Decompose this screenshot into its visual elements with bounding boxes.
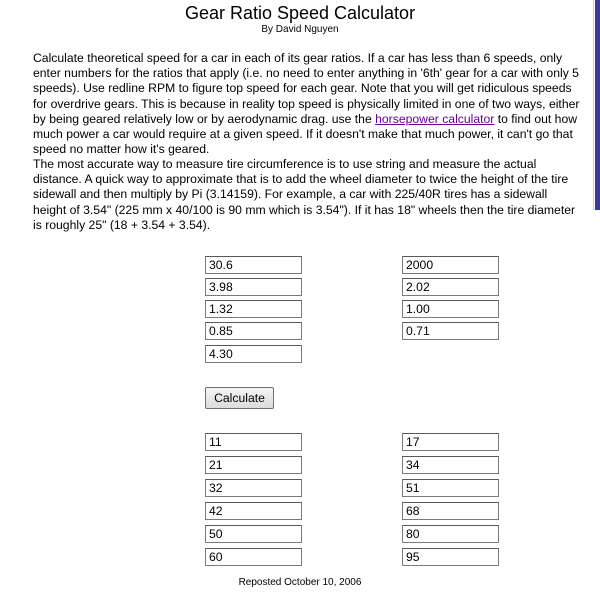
- rpm-input[interactable]: [402, 256, 499, 274]
- page-title: Gear Ratio Speed Calculator: [184, 3, 416, 23]
- intro-paragraph: [33, 51, 581, 157]
- tire-diameter-input[interactable]: [205, 256, 302, 274]
- gear5-kmh-output[interactable]: [402, 525, 499, 543]
- gear6-kmh-output[interactable]: [402, 548, 499, 566]
- gear4-ratio-input[interactable]: [402, 300, 499, 318]
- intro-text: Calculate theoretical speed for a car in each of its gear ratios. If a car has less than 6 speeds, only enter numbers for the ratios that apply (i.e. no need to enter anything in '6th' gear for a car with only 5 speeds). Use redline RPM to figure top speed for each gear. Note that you will get ridiculous speeds for overdrive gears. This is because in reality top speed is physically limited in one of two ways, either by being geared relatively low or by aerodynamic drag. use the: [33, 51, 580, 126]
- gear4-kmh-output[interactable]: [402, 502, 499, 520]
- repost-date: Reposted October 10, 2006: [238, 577, 362, 588]
- gear4-mph-output[interactable]: [205, 502, 302, 520]
- gear1-mph-output[interactable]: [205, 433, 302, 451]
- gear5-mph-output[interactable]: [205, 525, 302, 543]
- tire-note-paragraph: The most accurate way to measure tire circumference is to use string and measure the actual distance. A quick way to approximate that is to add the wheel diameter to twice the height of the tire sidewall and then multiply by Pi (3.14159). For example, a car with 225/40R tires has a sidewall height of 3.54" (225 mm x 40/100 is 90 mm which is 3.54"). If it has 18" wheels then the tire diameter is roughly 25" (18 + 3.54 + 3.54).: [33, 157, 576, 232]
- gear3-ratio-input[interactable]: [205, 300, 302, 318]
- gear6-mph-output[interactable]: [205, 548, 302, 566]
- gear5-ratio-input[interactable]: [205, 322, 302, 340]
- final-drive-input[interactable]: [205, 345, 302, 363]
- gear3-kmh-output[interactable]: [402, 479, 499, 497]
- gear6-ratio-input[interactable]: [402, 322, 499, 340]
- gear3-mph-output[interactable]: [205, 479, 302, 497]
- gear1-ratio-input[interactable]: [205, 278, 302, 296]
- intro-text-after: to find out how much power a car would require at a given speed. If it doesn't make that much power, it can't go that speed no matter how it's geared.: [33, 111, 578, 157]
- gear2-kmh-output[interactable]: [402, 456, 499, 474]
- horsepower-calculator-link[interactable]: horsepower calculator: [375, 111, 495, 126]
- author-byline: By David Nguyen: [261, 24, 339, 35]
- calculate-button[interactable]: Calculate: [205, 387, 274, 409]
- gear1-kmh-output[interactable]: [402, 433, 499, 451]
- gear2-mph-output[interactable]: [205, 456, 302, 474]
- gear2-ratio-input[interactable]: [402, 278, 499, 296]
